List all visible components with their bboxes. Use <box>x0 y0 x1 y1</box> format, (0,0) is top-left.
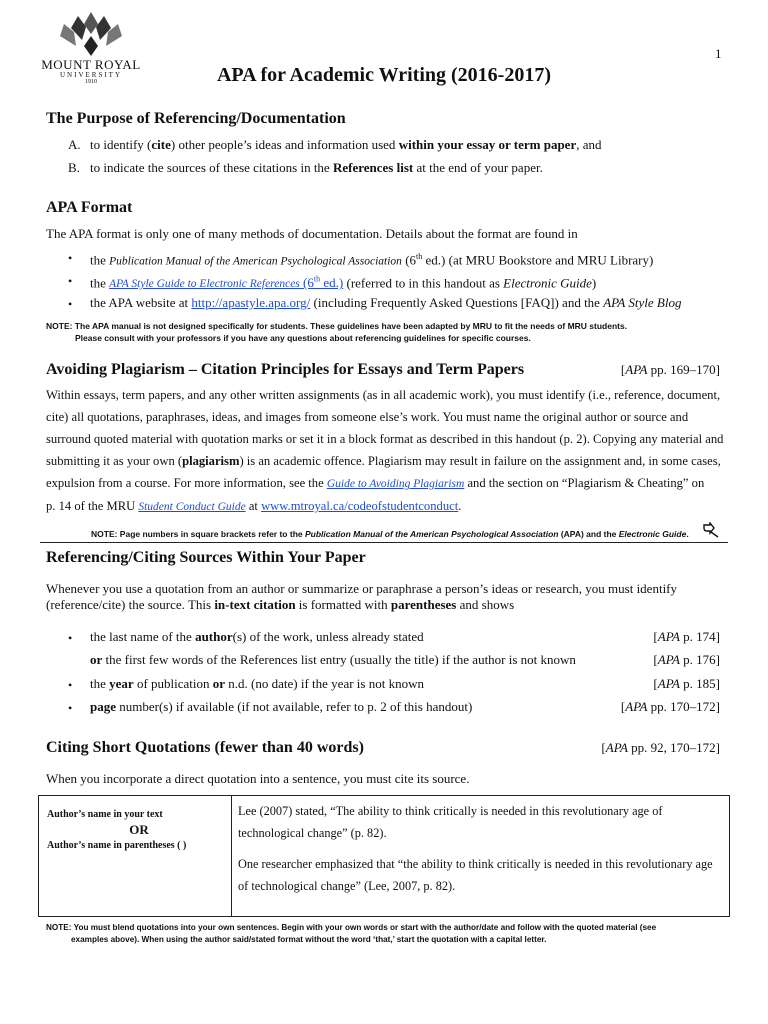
plagiarism-note: NOTE: Page numbers in square brackets refer to the Publication Manual of the American Psychological Association (APA) and the Electronic Guide. <box>91 529 689 539</box>
example-author-in-parentheses: One researcher emphasized that “the ability to think critically is needed in this revolutionary age of technological change” (Lee, 2007, p. 82). <box>238 857 713 893</box>
plagiarism-page-ref: [APA pp. 169–170] <box>620 362 720 377</box>
citing-item-year-ref: [APA p. 185] <box>653 676 720 691</box>
code-of-conduct-link[interactable]: www.mtroyal.ca/codeofstudentconduct <box>261 499 459 513</box>
citing-item-author-ref: [APA p. 174] <box>653 629 720 644</box>
or-label: OR <box>129 822 149 837</box>
format-intro: The APA format is only one of many methods of documentation. Details about the format are found in <box>46 226 578 241</box>
citing-item-page: page number(s) if available (if not available, refer to p. 2 of this handout) <box>90 699 473 714</box>
bullet-icon: • <box>68 274 73 288</box>
citing-item-title: or the first few words of the References list entry (usually the title) if the author is not known <box>90 652 576 667</box>
purpose-heading: The Purpose of Referencing/Documentation <box>46 110 346 127</box>
purpose-item-a-text: to identify (cite) other people’s ideas and information used within your essay or term paper, and <box>90 137 602 152</box>
electronic-guide-link[interactable]: APA Style Guide to Electronic References (6th ed.) <box>109 275 344 291</box>
section-divider <box>40 542 728 543</box>
citing-item-title-ref: [APA p. 176] <box>653 652 720 667</box>
page-number: 1 <box>715 46 722 61</box>
citing-intro: Whenever you use a quotation from an author or summarize or paraphrase a person’s ideas or research, you must identify (reference/cite) the source. This in-text citation is formatted with parentheses and shows <box>46 581 678 612</box>
quotation-examples-table <box>38 795 730 917</box>
student-conduct-guide-link[interactable]: Student Conduct Guide <box>138 501 246 513</box>
logo-mark-icon <box>52 10 130 56</box>
citation-style-cell <box>39 796 232 917</box>
plagiarism-heading: Avoiding Plagiarism – Citation Principles for Essays and Term Papers <box>46 361 525 378</box>
citing-heading: Referencing/Citing Sources Within Your Paper <box>46 549 366 566</box>
format-note-1: NOTE: The APA manual is not designed specifically for students. These guidelines have been adapted by MRU to fit the needs of MRU students. <box>46 321 628 331</box>
short-quotes-heading: Citing Short Quotations (fewer than 40 words) <box>46 739 364 756</box>
page-title: APA for Academic Writing (2016-2017) <box>216 64 552 86</box>
citing-item-page-ref: [APA pp. 170–172] <box>620 699 720 714</box>
logo-line-1: MOUNT ROYAL <box>41 57 141 72</box>
format-bullet-website: the APA website at http://apastyle.apa.org/ (including Frequently Asked Questions [FAQ]) and the APA Style Blog <box>90 295 682 310</box>
examples-cell <box>232 796 730 917</box>
short-quotes-note-2: examples above). When using the author said/stated format without the word ‘that,’ start the quotation with a capital letter. <box>71 935 547 944</box>
apastyle-link[interactable]: http://apastyle.apa.org/ <box>191 295 311 310</box>
bullet-icon: • <box>68 701 73 715</box>
bullet-icon: • <box>68 631 73 645</box>
purpose-item-a: A. <box>68 137 81 152</box>
logo-line-3: 1910 <box>85 79 97 85</box>
logo-line-2: UNIVERSITY <box>60 71 122 79</box>
purpose-item-b: B. <box>68 160 80 175</box>
format-note-2: Please consult with your professors if you have any questions about referencing guidelines for specific courses. <box>75 333 531 343</box>
format-bullet-electronic: the APA Style Guide to Electronic References (6th ed.) (referred to in this handout as Electronic Guide) <box>90 275 597 291</box>
bullet-icon: • <box>68 251 73 265</box>
short-quotes-note-1: NOTE: You must blend quotations into your own sentences. Begin with your own words or start with the author/date and follow with the quoted material (see <box>46 923 657 932</box>
example-author-in-text: Lee (2007) stated, “The ability to think critically is needed in this revolutionary age of technological change” (p. 82). <box>238 804 663 840</box>
hand-pointer-icon <box>702 522 720 538</box>
short-quotes-intro: When you incorporate a direct quotation into a sentence, you must cite its source. <box>46 771 470 786</box>
short-quotes-page-ref: [APA pp. 92, 170–172] <box>601 740 720 755</box>
citing-item-author: the last name of the author(s) of the work, unless already stated <box>90 629 424 644</box>
purpose-item-b-text: to indicate the sources of these citations in the References list at the end of your paper. <box>90 160 543 175</box>
guide-avoiding-plagiarism-link[interactable]: Guide to Avoiding Plagiarism <box>326 478 465 490</box>
bullet-icon: • <box>68 297 73 311</box>
author-in-parentheses-label: Author’s name in parentheses ( ) <box>47 840 187 851</box>
citing-item-year: the year of publication or n.d. (no date) if the year is not known <box>90 676 424 691</box>
bullet-icon: • <box>68 678 73 692</box>
author-in-text-label: Author’s name in your text <box>47 809 163 820</box>
format-heading: APA Format <box>46 199 133 216</box>
plagiarism-paragraph: Within essays, term papers, and any other written assignments (as in all academic work), you must identify (i.e., reference, document, cite) all quotations, paraphrases, ideas, and images from someone else’s work. You must name the original author or source and surround quoted material with quotation marks or set it in a block format as described in this handout (p. 2). Copying any material and submitting it as your own (plagiarism) is an academic offence. Plagiarism may result in failure on the assignment and, in some cases, expulsion from a course. For more information, see the Guide to Avoiding Plagiarism and the section on “Plagiarism & Cheating” on p. 14 of the MRU Student Conduct Guide at www.mtroyal.ca/codeofstudentconduct. <box>46 388 724 513</box>
format-bullet-manual: the Publication Manual of the American Psychological Association (6th ed.) (at MRU Bookstore and MRU Library) <box>90 252 654 268</box>
